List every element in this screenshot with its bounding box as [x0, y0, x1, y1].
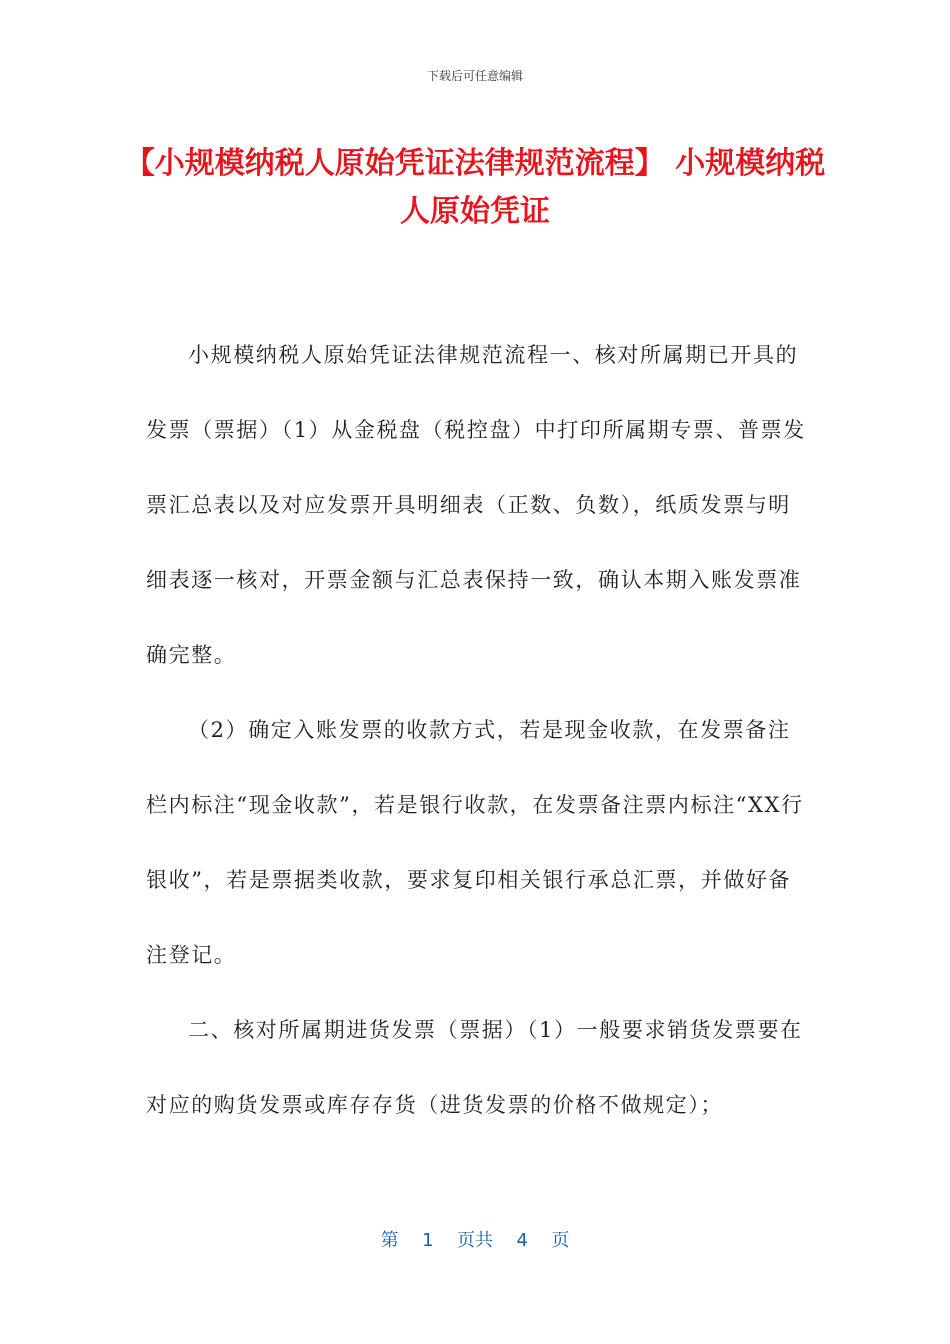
- paragraph-1: 小规模纳税人原始凭证法律规范流程一、核对所属期已开具的发票（票据）（1）从金税盘（税控盘）中打印所属期专票、普票发票汇总表以及对应发票开具明细表（正数、负数），纸质发票与明细表逐一核对，开票金额与汇总表保持一致，确认本期入账发票准确完整。: [146, 343, 806, 667]
- page-number-label: 第 1 页共 4 页: [380, 1230, 570, 1251]
- page-header-note: 下载后可任意编辑: [426, 69, 523, 83]
- paragraph-3: 二、核对所属期进货发票（票据）（1）一般要求销货发票要在对应的购货发票或库存存货（进货发票的价格不做规定）；: [146, 1018, 803, 1117]
- paragraph-2: （2）确定入账发票的收款方式，若是现金收款，在发票备注栏内标注“现金收款”，若是银行收款，在发票备注票内标注“XX行银收”，若是票据类收款，要求复印相关银行承总汇票，并做好备注登记。: [146, 718, 804, 967]
- document-title: 【小规模纳税人原始凭证法律规范流程】 小规模纳税人原始凭证: [124, 146, 826, 229]
- document-body: [146, 318, 811, 1143]
- page-number-footer: [0, 1226, 950, 1252]
